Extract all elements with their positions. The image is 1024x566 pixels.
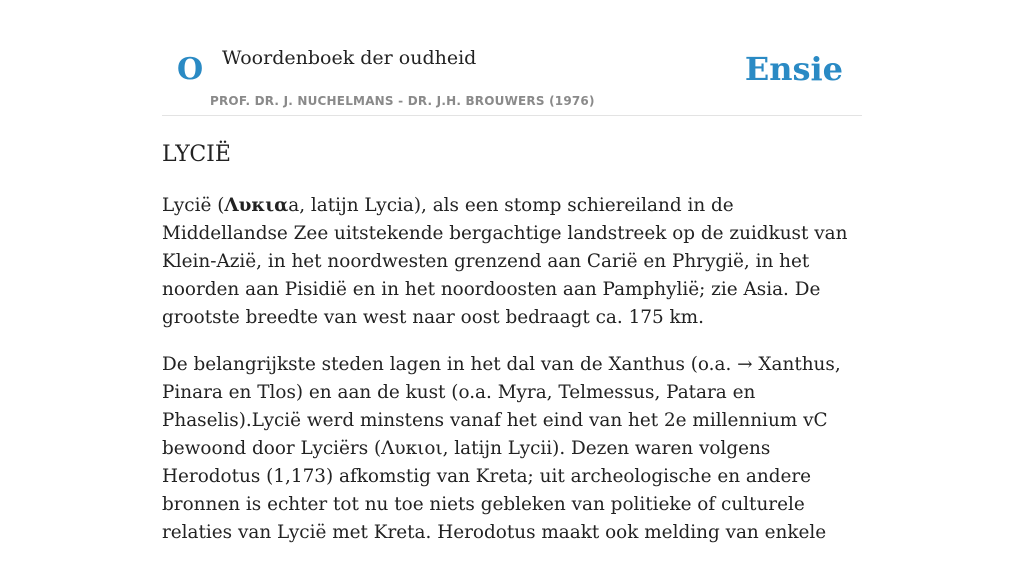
greek-term: Λυκια bbox=[224, 195, 289, 216]
entry-title: LYCIË bbox=[162, 142, 231, 167]
paragraph-1 bbox=[162, 192, 864, 332]
paragraph-2: De belangrijkste steden lagen in het dal van de Xanthus (o.a. → Xanthus, Pinara en Tlos) en aan de kust (o.a. Myra, Telmessus, Patara en Phaselis).Lycië werd minstens vanaf het eind van het 2e millennium vC bewoond door Lyciërs (Λυκιοι, latijn Lycii). Dezen waren volgens Herodotus (1,173) afkomstig van Kreta; uit archeologische en andere bronnen is echter tot nu toe niets gebleken van politieke of culturele relaties van Lycië met Kreta. Herodotus maakt ook melding van enkele bbox=[162, 354, 841, 543]
paragraph-1-lead: Lycië ( bbox=[162, 195, 225, 216]
letter-link[interactable]: O bbox=[177, 52, 204, 87]
paragraph-1-rest: a, latijn Lycia), als een stomp schiereiland in de Middellandse Zee uitstekende bergachtige landstreek op de zuidkust van Klein-Azië, in het noordwesten grenzend aan Carië en Phrygië, in het noorden aan Pisidië en in het noordoosten aan Pamphylië; zie Asia. De grootste breedte van west naar oost bedraagt ca. 175 km. bbox=[162, 195, 848, 328]
entry-body bbox=[162, 192, 864, 566]
authors-line: PROF. DR. J. NUCHELMANS - DR. J.H. BROUWERS (1976) bbox=[210, 94, 595, 108]
book-title[interactable]: Woordenboek der oudheid bbox=[222, 47, 477, 69]
brand-logo[interactable]: Ensie bbox=[744, 50, 843, 88]
header-divider bbox=[162, 115, 862, 116]
